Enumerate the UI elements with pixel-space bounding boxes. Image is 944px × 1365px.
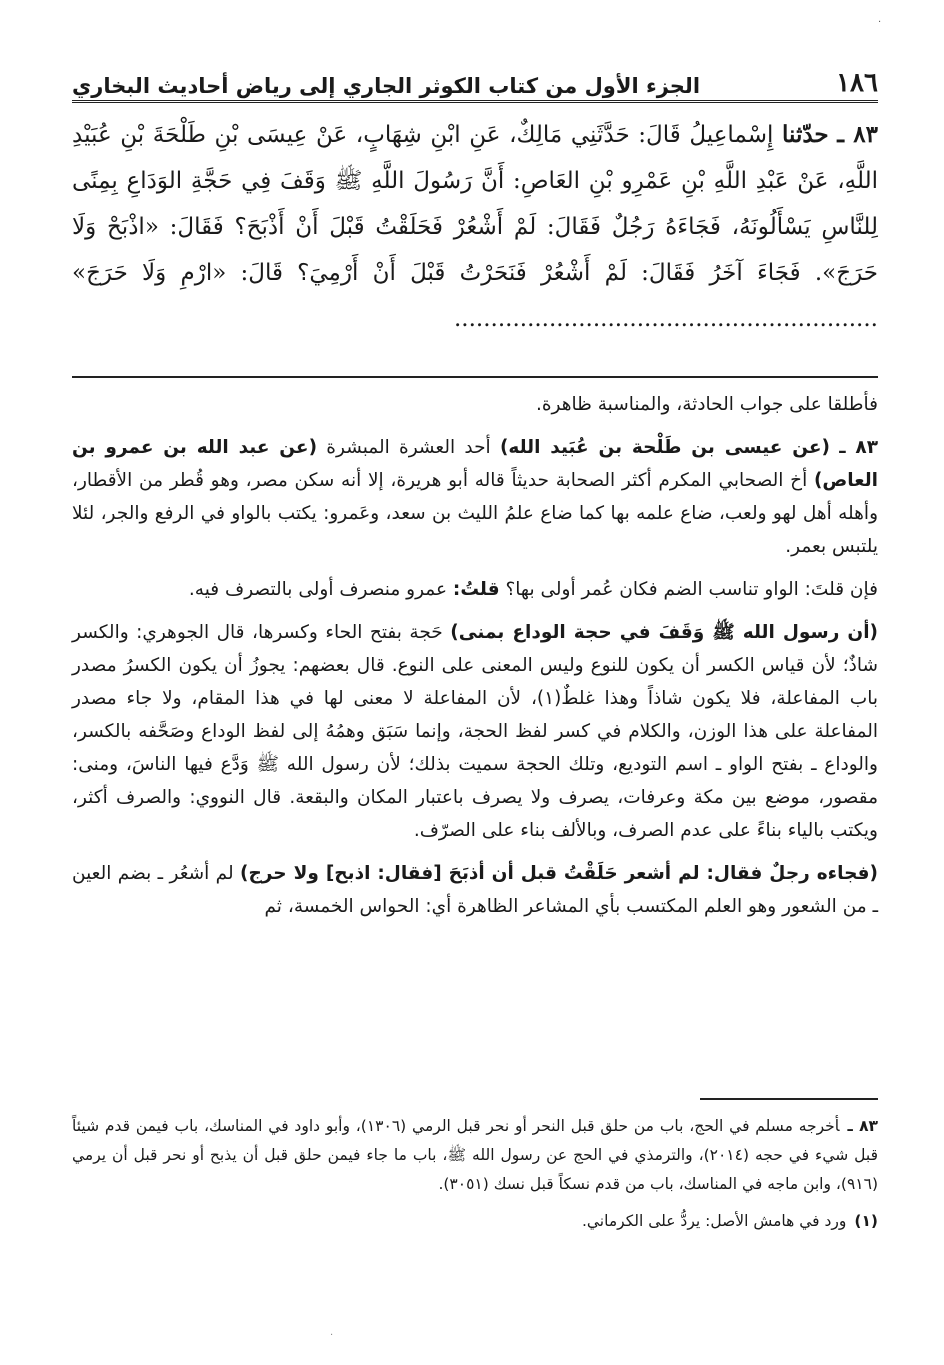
hadith-number: ٨٣ ـ: [837, 121, 879, 148]
corner-mark: .: [878, 14, 882, 25]
commentary-text: أخ الصحابي المكرم أكثر الصحابة حديثاً قاله أبو هريرة، إلا أنه سكن مصر، وهو قُطر من الأقطار، وأهله أهل لهو ولعب، ضاع علمه بها كما ضاع علمُ الليث بن سعد، وعَمرو: يكتب بالواو في الرفع والجر، لئلا يلتبس بعمر.: [72, 470, 878, 557]
commentary-lemma: (فجاءه رجلٌ فقال: لم أشعر حَلَقْتُ قبل أن أذبَحَ [فقال: اذبح] ولا حرج): [240, 863, 878, 884]
hadith-text: [72, 112, 878, 342]
page-speck: ·: [330, 1330, 334, 1341]
footnote-text: أخرجه مسلم في الحج، باب من حلق قبل النحر أو نحر قبل الرمي (١٣٠٦)، وأبو داود في المناسك، باب فيمن قدم شيئاً قبل شيء في حجه (٢٠١٤)، والترمذي في الحج عن رسول الله ﷺ، باب ما جاء فيمن حلق قبل أن يذبح أو نحر قبل أن يرمي (٩١٦)، وابن ماجه في المناسك، باب من قدم نسكاً قبل نسك (٣٠٥١).: [72, 1117, 878, 1193]
hadith-paragraph: [72, 112, 878, 342]
commentary-paragraph: [72, 431, 878, 563]
hadith-body: إِسْماعِيلُ قَالَ: حَدَّثَنِي مَالِكٌ، عَنِ ابْنِ شِهَابٍ، عَنْ عِيسَى بْنِ طَلْحَةَ بْنِ عُبَيْدِ اللَّهِ، عَنْ عَبْدِ اللَّهِ بْنِ عَمْرِو بْنِ العَاصِ: أَنَّ رَسُولَ اللَّهِ ﷺ وَقَفَ فِي حَجَّةِ الوَدَاعِ بِمِنًى لِلنَّاسِ يَسْأَلُونَهُ، فَجَاءَهُ رَجُلٌ فَقَالَ: لَمْ أَشْعُرْ فَحَلَقْتُ قَبْلَ أَنْ أَذْبَحَ؟ فَقَالَ: «اذْبَحْ وَلَا حَرَجَ». فَجَاءَ آخَرُ فَقَالَ: لَمْ أَشْعُرْ فَنَحَرْتُ قَبْلَ أَنْ أَرْمِيَ؟ قَالَ: «ارْمِ وَلَا حَرَجَ» ..........................................................: [72, 122, 878, 332]
footnote: [72, 1112, 878, 1199]
commentary-lemma: قلتُ:: [452, 579, 500, 600]
header-rule: [72, 100, 878, 103]
commentary-number: ٨٣ ـ: [839, 437, 879, 458]
commentary-text: أحد العشرة المبشرة: [317, 437, 500, 458]
commentary-paragraph: [72, 616, 878, 847]
footnote-text: ورد في هامش الأصل: يردُّ على الكرماني.: [581, 1212, 847, 1230]
footnote-label: ٨٣ ـ: [847, 1117, 878, 1135]
commentary-paragraph: [72, 857, 878, 923]
commentary-text: لم أشعُر ـ بضم العين ـ من الشعور وهو العلم المكتسب بأي المشاعر الظاهرة أي: الحواس الخمسة، ثم: [72, 863, 878, 917]
commentary-text: فأطلقا على جواب الحادثة، والمناسبة ظاهرة.: [535, 394, 878, 415]
commentary-text: فإن قلتَ: الواو تناسب الضم فكان عُمر أولى بها؟: [499, 579, 878, 600]
footnote: [72, 1207, 878, 1236]
commentary-lemma: (أن رسول الله ﷺ وَقَفَ في حجة الوداع بمنى): [450, 622, 879, 643]
commentary-lemma: (عن عيسى بن طَلْحة بن عُبَيد الله): [499, 437, 830, 458]
commentary-lemma: (عن عبد الله بن عمرو بن العاص): [72, 437, 878, 491]
commentary-paragraph: [72, 388, 878, 421]
footnotes: [72, 1112, 878, 1244]
commentary-text: حَجة بفتح الحاء وكسرها، قال الجوهري: والكسر شاذٌ؛ لأن قياس الكسر أن يكون للنوع وليس المعنى على النوع. قال بعضهم: يجوزُ أن يكون الكسرُ مصدر باب المفاعلة، فلا يكون شاذاً وهذا غلطٌ(١)، لأن المفاعلة لا معنى لها في هذا المقام، ولا جاء مصدر المفاعلة على هذا الوزن، والكلام في كسر لفظ الحجة، وإنما سَبَق وهمُهُ إلى لفظ الوداع وصَحَّفه بالكسر، والوداع ـ بفتح الواو ـ اسم التوديع، وتلك الحجة سميت بذلك؛ لأن رسول الله ﷺ وَدَّع فيها الناسَ، ومنى: مقصور، موضع بين مكة وعرفات، يصرف ولا يصرف باعتبار المكان والبقعة. قال النووي: والصرف أكثر، ويكتب بالياء بناءً على عدم الصرف، وبالألف بناء على الصرّف.: [72, 622, 879, 841]
footnote-divider: [700, 1098, 878, 1100]
commentary: [72, 388, 878, 933]
footnote-label: (١): [854, 1212, 878, 1230]
text-divider: [72, 376, 878, 378]
page-number: ١٨٦: [836, 68, 878, 98]
running-title: الجزء الأول من كتاب الكوثر الجاري إلى رياض أحاديث البخاري: [72, 74, 701, 98]
hadith-lead: حدّثنا: [782, 121, 829, 148]
commentary-text: عمرو منصرف أولى بالتصرف فيه.: [188, 579, 453, 600]
commentary-paragraph: [72, 573, 878, 606]
page-header: [72, 52, 878, 98]
